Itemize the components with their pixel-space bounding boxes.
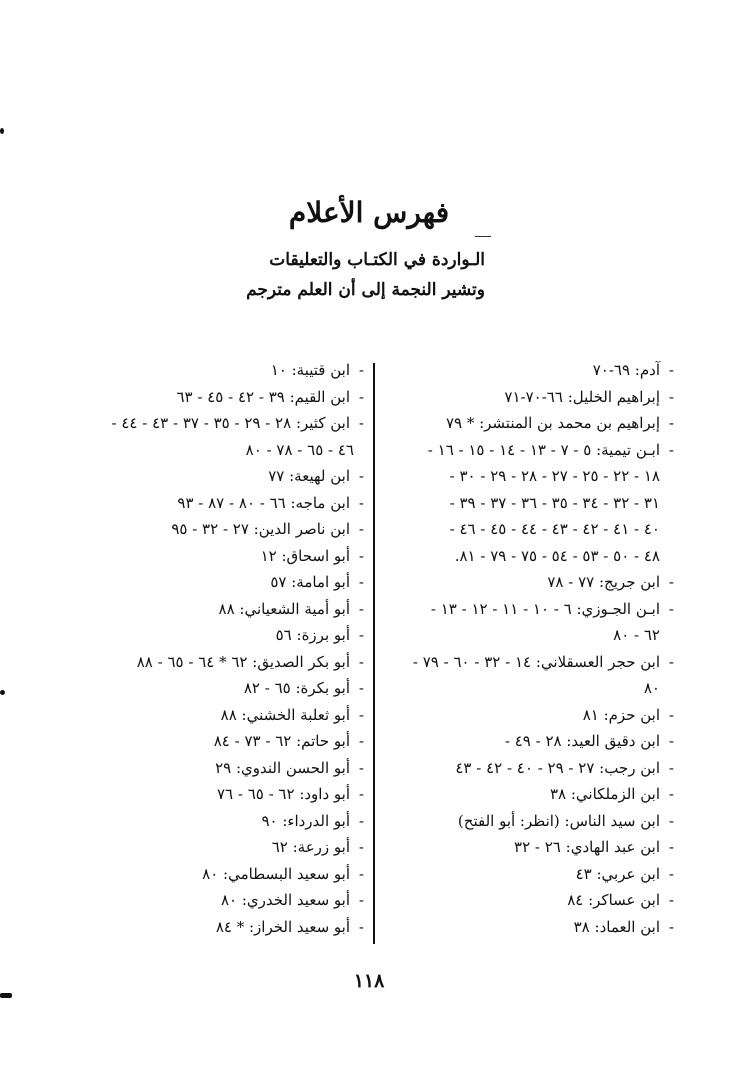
entry-text: ابن سيد الناس: (انظر: أبو الفتح) bbox=[457, 811, 660, 830]
index-entry bbox=[382, 569, 674, 596]
entry-text: ابن دقيق العيد: ٢٨ - ٤٩ - bbox=[504, 732, 660, 750]
entry-text: ٦٢ - ٨٠ bbox=[613, 626, 660, 644]
entry-text: ابن رجب: ٢٧ - ٢٩ - ٤٠ - ٤٢ - ٤٣ bbox=[455, 758, 660, 777]
entry-text: أبو الحسن الندوي: ٢٩ bbox=[215, 758, 350, 777]
index-entry bbox=[72, 569, 364, 596]
index-entry bbox=[72, 861, 364, 888]
entry-dash: - bbox=[358, 493, 364, 512]
entry-text: إبراهيم الخليل: ٦٦-٧٠-٧١ bbox=[504, 387, 660, 406]
index-column-right bbox=[382, 357, 674, 940]
entry-dash: - bbox=[668, 387, 674, 406]
index-entry bbox=[72, 887, 364, 914]
index-entry bbox=[72, 702, 364, 729]
index-entry bbox=[72, 834, 364, 861]
entry-dash: - bbox=[358, 599, 364, 618]
entry-text: ٨٠ bbox=[643, 679, 660, 697]
index-entry bbox=[72, 543, 364, 570]
entry-text: أبو حاتم: ٦٢ - ٧٣ - ٨٤ bbox=[213, 732, 350, 750]
entry-dash: - bbox=[358, 679, 364, 697]
entry-dash: - bbox=[668, 599, 674, 618]
entry-dash: - bbox=[358, 467, 364, 485]
entry-dash: - bbox=[358, 732, 364, 750]
entry-text: أبو زرعة: ٦٢ bbox=[271, 838, 350, 856]
entry-text: آدم: ٦٩-٧٠ bbox=[592, 361, 660, 379]
scan-mark bbox=[0, 993, 12, 998]
entry-text: ٣١ - ٣٢ - ٣٤ - ٣٥ - ٣٦ - ٣٧ - ٣٩ - bbox=[449, 493, 660, 512]
entry-dash: - bbox=[358, 838, 364, 856]
entry-text: أبو سعيد البسطامي: ٨٠ bbox=[202, 864, 350, 883]
index-entry bbox=[382, 755, 674, 782]
entry-dash: - bbox=[358, 891, 364, 909]
entry-text: ابـن الجـوزي: ٦ - ١٠ - ١١ - ١٢ - ١٣ - bbox=[430, 599, 660, 618]
entry-dash: - bbox=[358, 520, 364, 538]
entry-text: ابن لهيعة: ٧٧ bbox=[268, 467, 350, 485]
subtitle-line-2: وتشير النجمة إلى أن العلم مترجم bbox=[246, 280, 485, 300]
index-entry bbox=[72, 490, 364, 517]
index-entry bbox=[72, 516, 364, 543]
index-entry-continuation bbox=[72, 437, 364, 464]
entry-dash: - bbox=[668, 414, 674, 432]
subtitle-line-1: الـواردة في الكتـاب والتعليقات bbox=[269, 250, 485, 270]
entry-dash: - bbox=[668, 758, 674, 777]
entry-text: ٤٨ - ٥٠ - ٥٣ - ٥٤ - ٧٥ - ٧٩ - ٨١. bbox=[454, 546, 660, 565]
entry-text: ابن ماجه: ٦٦ - ٨٠ - ٨٧ - ٩٣ bbox=[177, 493, 350, 512]
scan-mark bbox=[0, 690, 5, 695]
entry-text: ابن عساكر: ٨٤ bbox=[567, 891, 660, 909]
index-entry bbox=[72, 781, 364, 808]
entry-dash: - bbox=[668, 838, 674, 856]
entry-dash: - bbox=[668, 573, 674, 591]
index-entry bbox=[72, 384, 364, 411]
entry-text: ابن كثير: ٢٨ - ٢٩ - ٣٥ - ٣٧ - ٤٣ - ٤٤ - bbox=[111, 414, 350, 432]
index-entry bbox=[382, 702, 674, 729]
entry-text: ٤٦ - ٦٥ - ٧٨ - ٨٠ bbox=[245, 440, 354, 459]
entry-dash: - bbox=[358, 652, 364, 671]
entry-text: ابـن تيمية: ٥ - ٧ - ١٣ - ١٤ - ١٥ - ١٦ - bbox=[427, 440, 660, 459]
entry-text: أبو ثعلبة الخشني: ٨٨ bbox=[220, 705, 350, 724]
index-entry bbox=[72, 357, 364, 384]
index-entry bbox=[72, 808, 364, 835]
entry-text: ابن جريج: ٧٧ - ٧٨ bbox=[547, 573, 660, 591]
entry-text: ابن عبد الهادي: ٢٦ - ٣٢ bbox=[514, 838, 660, 856]
page-title: فهرس الأعلام bbox=[288, 196, 450, 229]
page-number: ١١٨ bbox=[353, 970, 385, 992]
entry-text: ابن العماد: ٣٨ bbox=[573, 917, 660, 936]
index-entry bbox=[72, 463, 364, 490]
entry-dash: - bbox=[668, 705, 674, 724]
entry-dash: - bbox=[358, 917, 364, 936]
entry-dash: - bbox=[358, 573, 364, 591]
entry-dash: - bbox=[668, 891, 674, 909]
entry-dash: - bbox=[358, 626, 364, 644]
column-divider bbox=[373, 363, 375, 944]
entry-dash: - bbox=[668, 864, 674, 883]
entry-dash: - bbox=[358, 387, 364, 406]
index-entry bbox=[382, 437, 674, 464]
index-entry bbox=[72, 649, 364, 676]
index-entry bbox=[72, 675, 364, 702]
index-entry bbox=[382, 914, 674, 941]
index-column-left bbox=[72, 357, 364, 940]
index-entry-continuation bbox=[382, 622, 674, 649]
index-entry bbox=[382, 596, 674, 623]
entry-text: أبو بكرة: ٦٥ - ٨٢ bbox=[243, 679, 350, 697]
entry-dash: - bbox=[668, 917, 674, 936]
entry-text: أبو سعيد الخدري: ٨٠ bbox=[220, 891, 350, 909]
entry-dash: - bbox=[668, 732, 674, 750]
title-rule bbox=[475, 236, 491, 237]
entry-text: أبو سعيد الخراز: * ٨٤ bbox=[215, 917, 350, 936]
entry-dash: - bbox=[358, 414, 364, 432]
scan-mark bbox=[0, 128, 4, 134]
index-entry bbox=[72, 728, 364, 755]
entry-dash: - bbox=[358, 361, 364, 379]
entry-dash: - bbox=[668, 361, 674, 379]
entry-dash: - bbox=[358, 785, 364, 803]
index-entry bbox=[382, 357, 674, 384]
index-entry bbox=[382, 808, 674, 835]
entry-text: أبو الدرداء: ٩٠ bbox=[261, 811, 350, 830]
index-entry bbox=[72, 755, 364, 782]
index-entry bbox=[382, 410, 674, 437]
entry-dash: - bbox=[358, 705, 364, 724]
entry-text: ابن حجر العسقلاني: ١٤ - ٣٢ - ٦٠ - ٧٩ - bbox=[412, 652, 660, 671]
index-entry bbox=[382, 649, 674, 676]
entry-text: أبو داود: ٦٢ - ٦٥ - ٧٦ bbox=[216, 785, 350, 803]
index-entry bbox=[382, 728, 674, 755]
index-entry bbox=[72, 914, 364, 941]
entry-dash: - bbox=[358, 811, 364, 830]
entry-text: أبو برزة: ٥٦ bbox=[275, 626, 350, 644]
index-entry bbox=[382, 781, 674, 808]
entry-text: ابن ناصر الدين: ٢٧ - ٣٢ - ٩٥ bbox=[171, 520, 350, 538]
entry-text: ١٨ - ٢٢ - ٢٥ - ٢٧ - ٢٨ - ٢٩ - ٣٠ - bbox=[449, 467, 660, 485]
entry-dash: - bbox=[358, 758, 364, 777]
entry-dash: - bbox=[668, 440, 674, 459]
entry-text: ٤٠ - ٤١ - ٤٢ - ٤٣ - ٤٤ - ٤٥ - ٤٦ - bbox=[449, 520, 660, 538]
entry-text: أبو بكر الصديق: ٦٢ * ٦٤ - ٦٥ - ٨٨ bbox=[136, 652, 350, 671]
index-entry-continuation bbox=[382, 490, 674, 517]
index-entry bbox=[72, 622, 364, 649]
index-entry bbox=[382, 384, 674, 411]
entry-text: أبو أمية الشعياني: ٨٨ bbox=[218, 599, 350, 618]
entry-dash: - bbox=[668, 785, 674, 803]
index-entry-continuation bbox=[382, 543, 674, 570]
entry-text: ابن الزملكاني: ٣٨ bbox=[549, 785, 660, 803]
index-entry bbox=[72, 596, 364, 623]
index-entry-continuation bbox=[382, 516, 674, 543]
index-entry-continuation bbox=[382, 463, 674, 490]
entry-dash: - bbox=[358, 864, 364, 883]
entry-dash: - bbox=[358, 546, 364, 565]
entry-text: أبو اسحاق: ١٢ bbox=[260, 546, 350, 565]
entry-text: أبو امامة: ٥٧ bbox=[270, 573, 350, 591]
entry-text: ابن قتيبة: ١٠ bbox=[270, 361, 350, 379]
index-entry bbox=[382, 887, 674, 914]
index-entry bbox=[382, 861, 674, 888]
index-entry bbox=[382, 834, 674, 861]
entry-text: ابن عربي: ٤٣ bbox=[575, 864, 660, 883]
entry-text: إبراهيم بن محمد بن المنتشر: * ٧٩ bbox=[445, 414, 660, 432]
index-entry bbox=[72, 410, 364, 437]
entry-text: ابن القيم: ٣٩ - ٤٢ - ٤٥ - ٦٣ bbox=[176, 387, 350, 406]
entry-dash: - bbox=[668, 811, 674, 830]
index-entry-continuation bbox=[382, 675, 674, 702]
entry-dash: - bbox=[668, 652, 674, 671]
entry-text: ابن حزم: ٨١ bbox=[582, 705, 660, 724]
